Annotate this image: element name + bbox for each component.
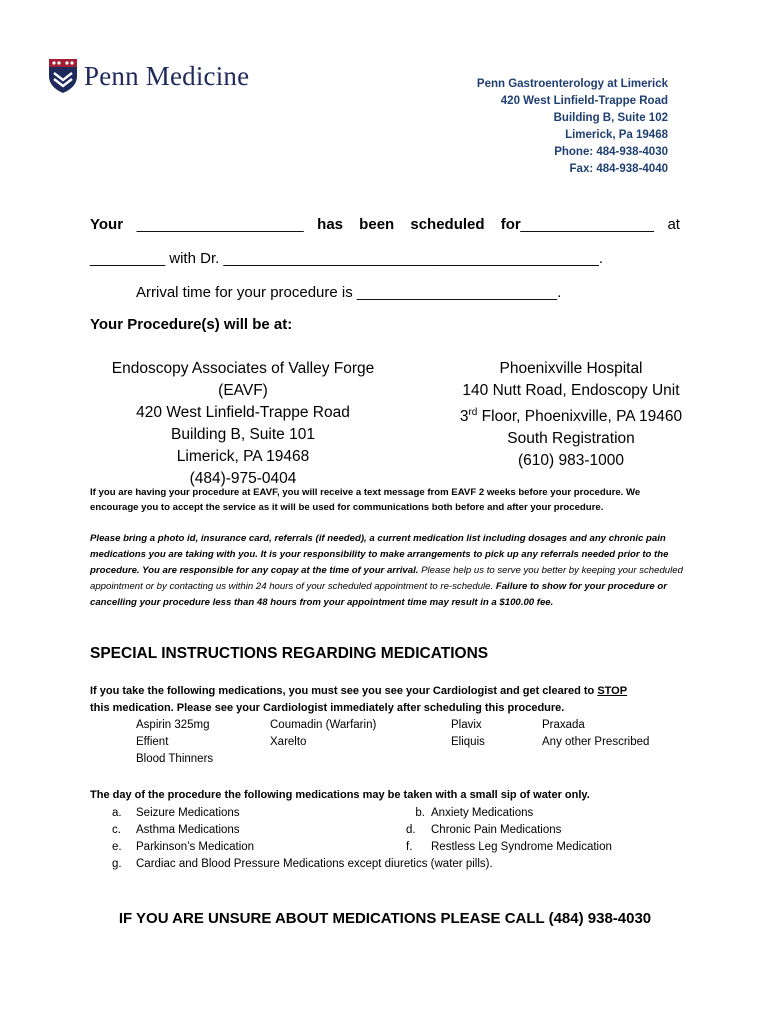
stop-medications-list xyxy=(136,717,649,768)
phoenixville-phone: (610) 983-1000 xyxy=(518,452,624,470)
schedule-line-1 xyxy=(90,216,680,233)
med-item: Any other Prescribed xyxy=(542,736,650,748)
med-item: Effient xyxy=(136,736,169,748)
at-label: at xyxy=(667,216,680,233)
penn-medicine-logo xyxy=(48,58,249,94)
clinic-city: Limerick, Pa 19468 xyxy=(565,129,668,141)
med-item: Blood Thinners xyxy=(136,753,214,765)
clinic-fax: Fax: 484-938-4040 xyxy=(569,163,668,175)
allowed-medications-list: a. Seizure Medications b. Anxiety Medications c. Asthma Medications d. Chronic Pain Medications e. Parkinson’s Medication f. Restless Leg Syndrome Medication g. Cardiac and Blood Pressure Medications except diuretics (water pills). xyxy=(112,805,672,873)
procedure-heading: Your Procedure(s) will be at: xyxy=(90,316,293,333)
list-item: Seizure Medications xyxy=(136,807,240,819)
date-blank[interactable]: ________________ xyxy=(520,216,654,233)
bring-notice: Please bring a photo id, insurance card, referrals (if needed), a current medication list including dosages and any chronic pain medications you are taking with you. It is your responsibility to make arrangements to pick up any referrals needed prior to the procedure. You are responsible for any copay at the time of your arrival. Please help us to serve you better by keeping your scheduled appointment or by contacting us within 24 hours of your scheduled appointment to re-schedule. Failure to show for your procedure or cancelling your procedure less than 48 hours from your appointment time may result in a $100.00 fee. xyxy=(90,533,683,608)
penn-shield-icon xyxy=(48,58,78,94)
phoenixville-registration: South Registration xyxy=(507,430,635,448)
eavf-building: Building B, Suite 101 xyxy=(171,426,315,443)
phoenixville-street: 140 Nutt Road, Endoscopy Unit xyxy=(462,382,680,399)
stop-word: STOP xyxy=(597,685,628,697)
med-item: Plavix xyxy=(451,719,482,731)
med-item: Praxada xyxy=(542,719,585,731)
procedure-blank[interactable]: ____________________ xyxy=(136,216,304,233)
eavf-city: Limerick, PA 19468 xyxy=(176,448,310,465)
clinic-name: Penn Gastroenterology at Limerick xyxy=(476,78,668,90)
arrival-time-line: Arrival time for your procedure is ________________________. xyxy=(136,284,562,301)
list-item: Cardiac and Blood Pressure Medications except diuretics (water pills). xyxy=(136,858,493,870)
location-phoenixville xyxy=(440,358,702,472)
day-of-procedure-heading: The day of the procedure the following medications may be taken with a small sip of water only. xyxy=(90,789,590,801)
med-item: Aspirin 325mg xyxy=(136,719,210,731)
list-item: Asthma Medications xyxy=(136,824,240,836)
eavf-name: Endoscopy Associates of Valley Forge (EAVF) xyxy=(111,360,375,399)
list-item: Chronic Pain Medications xyxy=(431,824,562,836)
clinic-phone: Phone: 484-938-4030 xyxy=(554,146,668,158)
list-item: Restless Leg Syndrome Medication xyxy=(431,841,612,853)
unsure-call-notice: IF YOU ARE UNSURE ABOUT MEDICATIONS PLEASE CALL (484) 938-4030 xyxy=(118,910,652,927)
your-label: Your xyxy=(90,216,124,233)
list-item: Anxiety Medications xyxy=(431,807,534,819)
doctor-blank[interactable]: _____________________________________________. xyxy=(223,250,604,267)
clinic-address xyxy=(477,76,668,178)
logo-wordmark: Penn Medicine xyxy=(84,60,250,91)
med-item: Xarelto xyxy=(270,736,307,748)
phoenixville-floor: 3rd Floor, Phoenixville, PA 19460 xyxy=(459,407,683,426)
location-eavf xyxy=(88,358,398,490)
phoenixville-name: Phoenixville Hospital xyxy=(499,360,643,377)
time-blank[interactable]: _________ xyxy=(90,250,166,267)
med-item: Coumadin (Warfarin) xyxy=(270,719,377,731)
cardiology-instructions: If you take the following medications, you must see you see your Cardiologist and get cleared to STOP this medication. Please see your Cardiologist immediately after scheduling this procedure. xyxy=(90,685,628,714)
clinic-building: Building B, Suite 102 xyxy=(553,112,668,124)
clinic-street: 420 West Linfield-Trappe Road xyxy=(500,95,668,107)
eavf-phone: (484)-975-0404 xyxy=(189,470,297,487)
schedule-line-2 xyxy=(90,250,603,267)
with-dr-label: with Dr. xyxy=(169,250,220,267)
list-item: Parkinson’s Medication xyxy=(136,841,255,853)
special-instructions-heading: SPECIAL INSTRUCTIONS REGARDING MEDICATIONS xyxy=(90,645,489,662)
eavf-street: 420 West Linfield-Trappe Road xyxy=(136,404,350,421)
med-item: Eliquis xyxy=(451,736,485,748)
scheduled-for-label: has been scheduled for xyxy=(317,216,521,233)
eavf-notice: If you are having your procedure at EAVF, you will receive a text message from EAVF 2 weeks before your procedure. We encourage you to accept the service as it will be used for communications both before and after your procedure. xyxy=(90,487,641,513)
